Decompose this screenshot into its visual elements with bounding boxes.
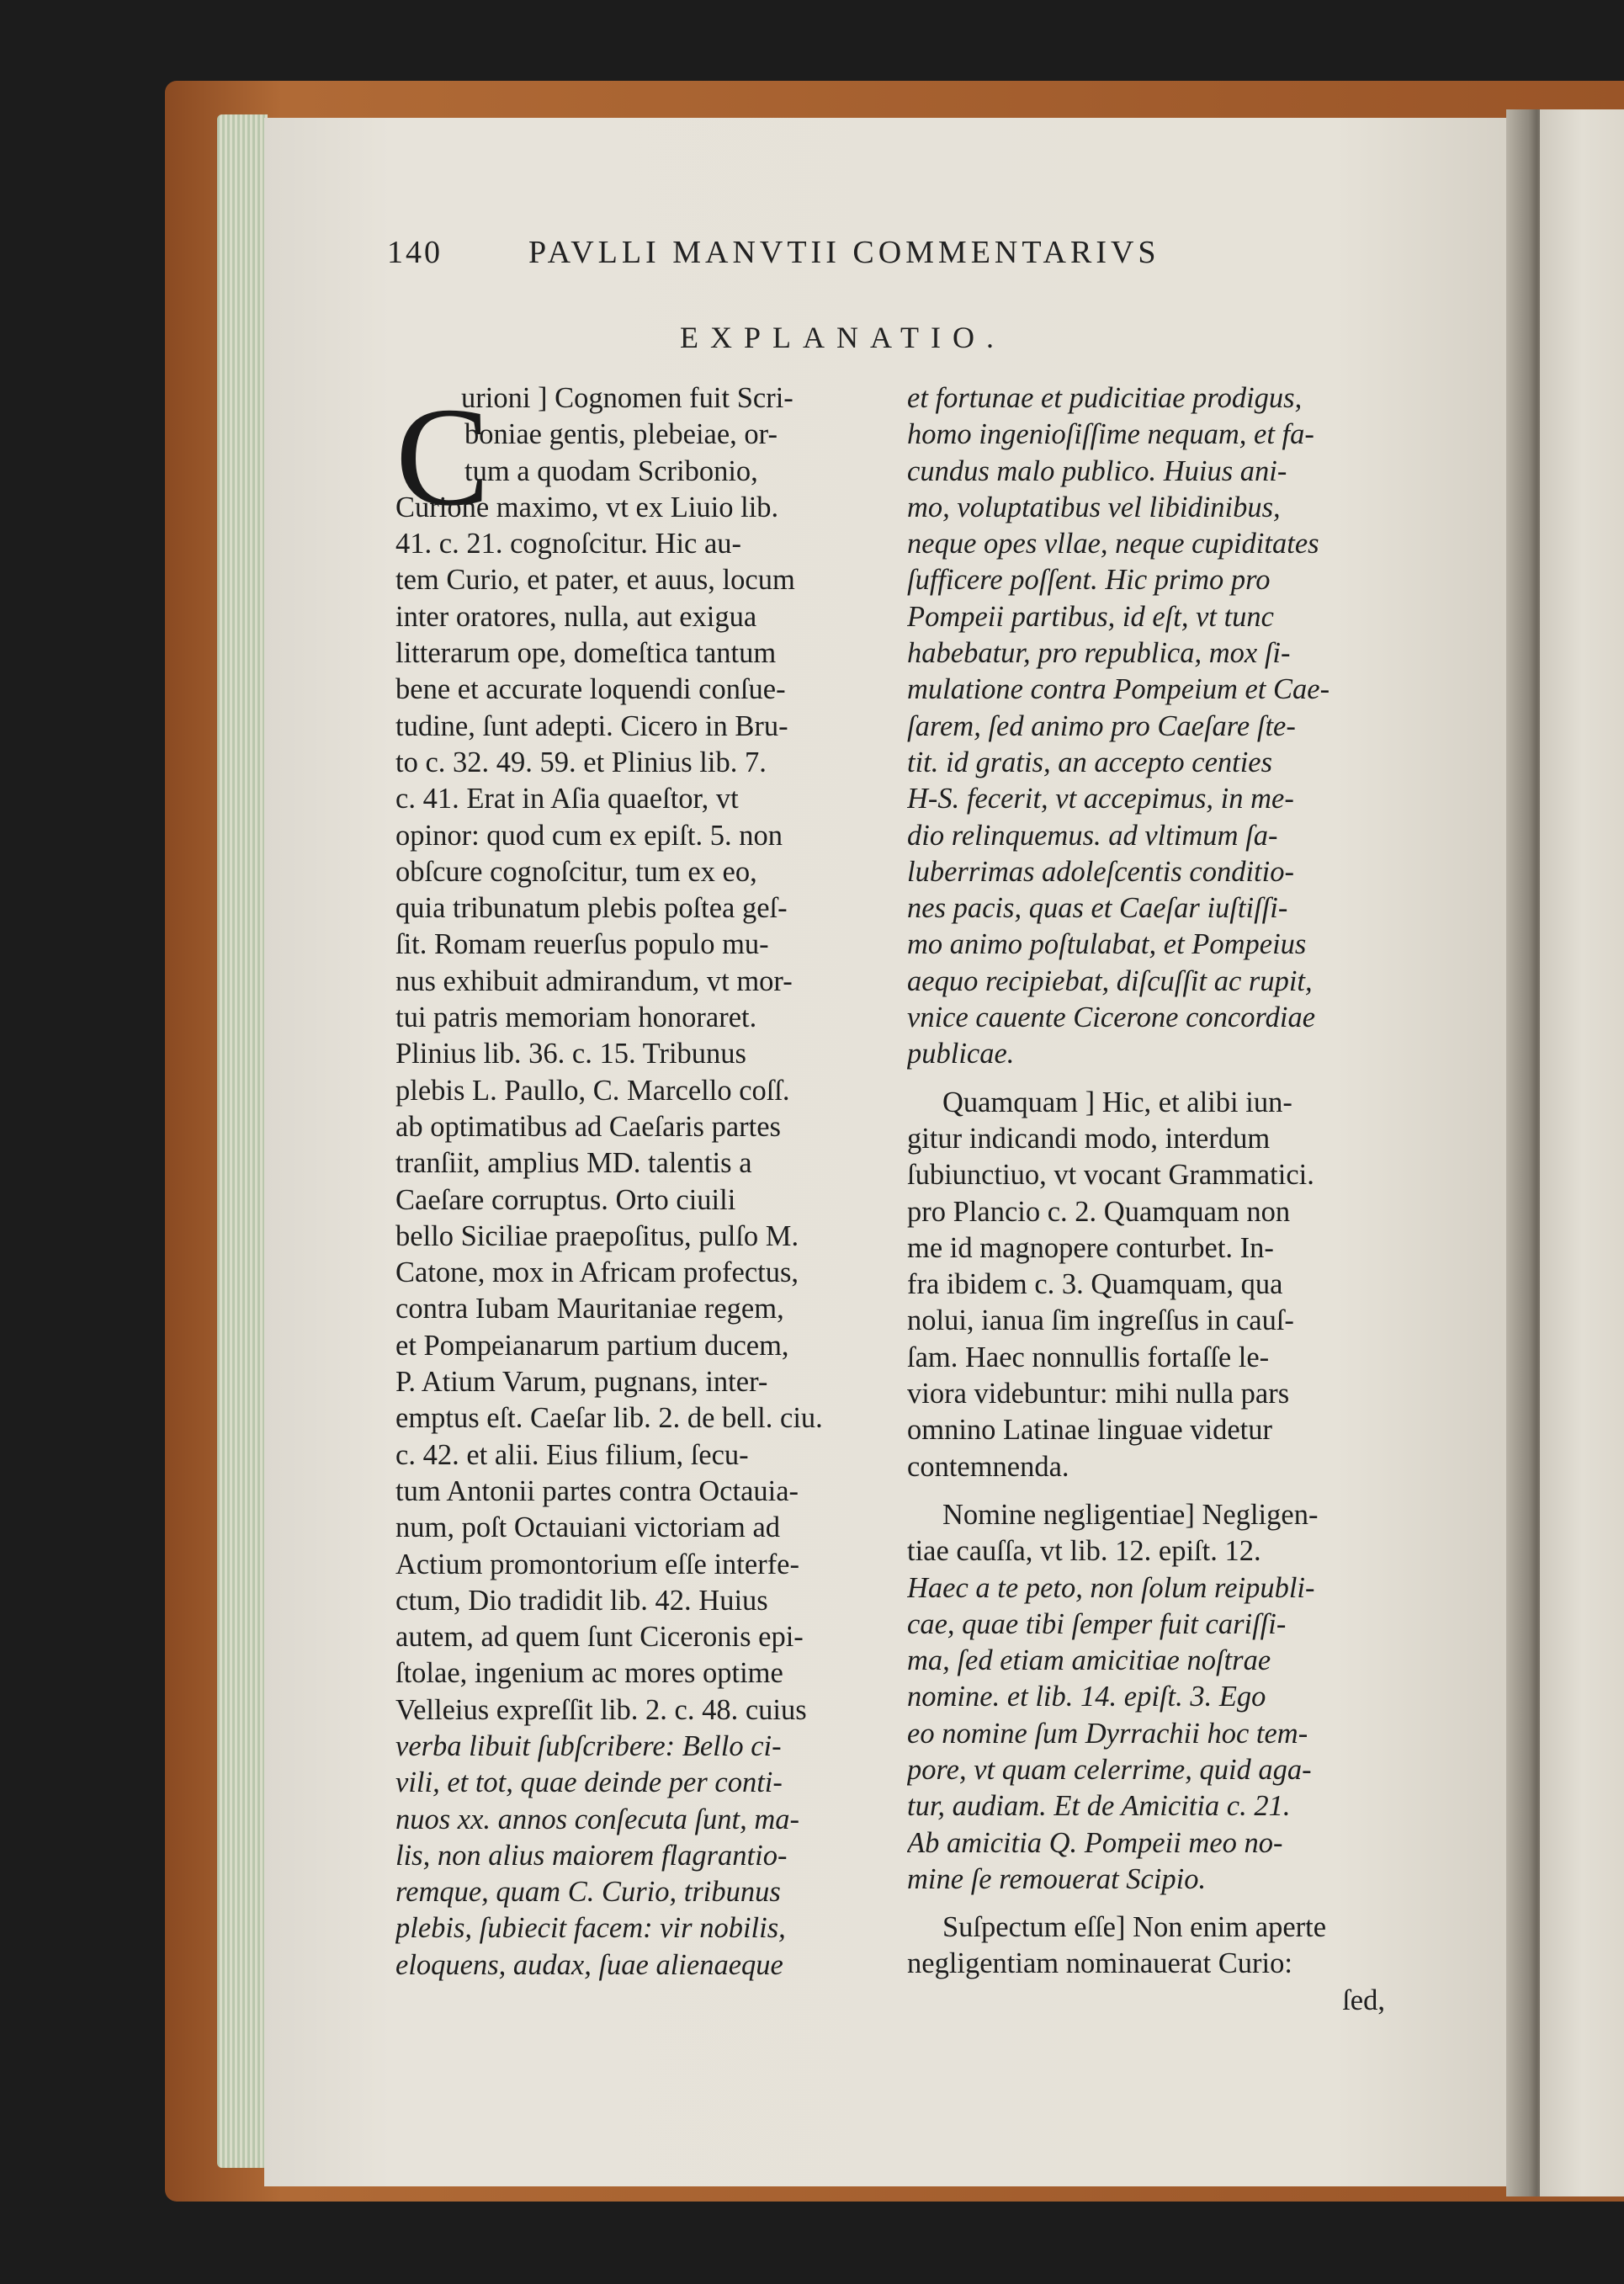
text-line: tum Antonii partes contra Octauia- <box>395 1474 799 1507</box>
text-line: et fortunae et pudicitiae prodigus, <box>907 382 1303 414</box>
text-line: nuos xx. annos conſecuta ſunt, ma- <box>395 1803 800 1835</box>
catchword: ſed, <box>1342 1984 1385 2016</box>
text-line: tui patris memoriam honoraret. <box>395 1001 757 1034</box>
text-line: Haec a te peto, non ſolum reipubli- <box>907 1571 1315 1604</box>
text-line: H-S. fecerit, vt accepimus, in me- <box>907 783 1294 815</box>
text-line: gitur indicandi modo, interdum <box>907 1122 1271 1155</box>
text-line: ctum, Dio tradidit lib. 42. Huius <box>395 1584 768 1617</box>
text-line: tudine, ſunt adepti. Cicero in Bru- <box>395 709 788 742</box>
text-line: nes pacis, quas et Caeſar iuſtiſſi- <box>907 892 1288 925</box>
text-line: 41. c. 21. cognoſcitur. Hic au- <box>395 528 742 560</box>
text-line: mulatione contra Pompeium et Cae- <box>907 673 1330 706</box>
text-line: neque opes vllae, neque cupiditates <box>907 528 1319 560</box>
text-line: mo animo poſtulabat, et Pompeius <box>907 928 1307 961</box>
text-line: vili, et tot, quae deinde per conti- <box>395 1766 783 1799</box>
page-edges <box>217 114 268 2168</box>
section-title: EXPLANATIO. <box>680 321 1006 354</box>
text-line: nolui, ianua ſim ingreſſus in cauſ- <box>907 1304 1294 1337</box>
text-line: ſufficere poſſent. Hic primo pro <box>907 564 1271 597</box>
right-column <box>907 380 1385 2019</box>
left-column <box>395 380 875 1984</box>
text-line: ſtolae, ingenium ac mores optime <box>395 1657 783 1690</box>
text-line: nus exhibuit admirandum, vt mor- <box>395 964 793 997</box>
text-line: contra Iubam Mauritaniae regem, <box>395 1293 784 1325</box>
text-line: quia tribunatum plebis poſtea geſ- <box>395 892 788 925</box>
text-line: pro Plancio c. 2. Quamquam non <box>907 1195 1291 1228</box>
text-line: cae, quae tibi ſemper fuit cariſſi- <box>907 1607 1287 1640</box>
text-line: plebis L. Paullo, C. Marcello coſſ. <box>395 1074 790 1107</box>
text-line: Pompeii partibus, id eſt, vt tunc <box>907 600 1274 633</box>
text-line: to c. 32. 49. 59. et Plinius lib. 7. <box>395 746 767 778</box>
drop-cap: C <box>395 379 491 535</box>
page-header <box>387 234 1245 284</box>
text-line: Plinius lib. 36. c. 15. Tribunus <box>395 1038 746 1070</box>
text-line: obſcure cognoſcitur, tum ex eo, <box>395 855 757 888</box>
text-line: tranſiit, amplius MD. talentis a <box>395 1147 752 1180</box>
text-line: verba libuit ſubſcribere: Bello ci- <box>395 1729 782 1762</box>
text-line: eloquens, audax, ſuae alienaeque <box>395 1948 783 1981</box>
text-line: contemnenda. <box>907 1450 1069 1483</box>
paragraph-gap <box>907 1485 1385 1497</box>
text-line: ab optimatibus ad Caeſaris partes <box>395 1110 781 1143</box>
text-line: negligentiam nominauerat Curio: <box>907 1947 1292 1980</box>
text-line: mo, voluptatibus vel libidinibus, <box>907 491 1281 523</box>
text-line: fra ibidem c. 3. Quamquam, qua <box>907 1268 1283 1301</box>
text-line: eo nomine ſum Dyrrachii hoc tem- <box>907 1717 1308 1750</box>
text-line: aequo recipiebat, diſcuſſit ac rupit, <box>907 964 1313 997</box>
text-line: Catone, mox in Africam profectus, <box>395 1256 799 1289</box>
text-line: Caeſare corruptus. Orto ciuili <box>395 1183 736 1216</box>
text-line: pore, vt quam celerrime, quid aga- <box>907 1753 1312 1786</box>
text-line: ma, ſed etiam amicitiae noſtrae <box>907 1644 1271 1677</box>
text-line: plebis, ſubiecit facem: vir nobilis, <box>395 1912 786 1945</box>
text-line: Curione maximo, vt ex Liuio lib. <box>395 491 779 523</box>
text-line: tiae cauſſa, vt lib. 12. epiſt. 12. <box>907 1535 1261 1568</box>
text-line: luberrimas adoleſcentis conditio- <box>907 855 1294 888</box>
text-line: tum a quodam Scribonio, <box>464 454 758 487</box>
text-line: Quamquam ] Hic, et alibi iun- <box>942 1086 1292 1118</box>
text-line: inter oratores, nulla, aut exigua <box>395 600 757 633</box>
text-line: tem Curio, et pater, et auus, locum <box>395 564 795 597</box>
text-line: cundus malo publico. Huius ani- <box>907 454 1287 487</box>
facing-page-edge <box>1540 109 1624 2196</box>
text-line: lis, non alius maiorem flagrantio- <box>395 1839 788 1872</box>
text-line: emptus eſt. Caeſar lib. 2. de bell. ciu. <box>395 1402 823 1435</box>
text-line: c. 42. et alii. Eius filium, ſecu- <box>395 1438 749 1471</box>
text-line: urioni ] Cognomen fuit Scri- <box>461 382 793 414</box>
text-line: homo ingenioſiſſime nequam, et fa- <box>907 418 1314 451</box>
text-line: P. Atium Varum, pugnans, inter- <box>395 1366 768 1399</box>
text-line: dio relinquemus. ad vltimum ſa- <box>907 819 1278 852</box>
text-line: me id magnopere conturbet. In- <box>907 1231 1274 1264</box>
text-line: tur, audiam. Et de Amicitia c. 21. <box>907 1790 1291 1823</box>
text-line: publicae. <box>907 1038 1015 1070</box>
text-line: ſubiunctiuo, vt vocant Grammatici. <box>907 1159 1314 1192</box>
text-line: bene et accurate loquendi conſue- <box>395 673 786 706</box>
text-line: ſarem, ſed animo pro Caeſare ſte- <box>907 709 1296 742</box>
text-line: opinor: quod cum ex epiſt. 5. non <box>395 819 783 852</box>
text-line: Actium promontorium eſſe interfe- <box>395 1548 799 1580</box>
text-line: nomine. et lib. 14. epiſt. 3. Ego <box>907 1681 1266 1713</box>
text-line: ſit. Romam reuerſus populo mu- <box>395 928 769 961</box>
text-line: viora videbuntur: mihi nulla pars <box>907 1378 1290 1410</box>
text-line: ſam. Haec nonnullis fortaſſe le- <box>907 1341 1270 1373</box>
text-line: Ab amicitia Q. Pompeii meo no- <box>907 1826 1283 1859</box>
text-line: Nomine negligentiae] Negligen- <box>942 1498 1319 1531</box>
text-line: autem, ad quem ſunt Ciceronis epi- <box>395 1621 804 1654</box>
text-line: bello Siciliae praepoſitus, pulſo M. <box>395 1219 799 1252</box>
text-line: mine ſe remouerat Scipio. <box>907 1862 1207 1895</box>
running-title: PAVLLI MANVTII COMMENTARIVS <box>528 235 1160 270</box>
text-line: Velleius expreſſit lib. 2. c. 48. cuius <box>395 1693 807 1726</box>
text-line: boniae gentis, plebeiae, or- <box>464 418 778 451</box>
text-line: c. 41. Erat in Aſia quaeſtor, vt <box>395 783 739 815</box>
text-line: litterarum ope, domeſtica tantum <box>395 637 777 670</box>
text-line: tit. id gratis, an accepto centies <box>907 746 1273 778</box>
text-line: habebatur, pro republica, mox ſi- <box>907 637 1291 670</box>
text-line: remque, quam C. Curio, tribunus <box>395 1876 781 1909</box>
paragraph-gap <box>907 1898 1385 1910</box>
text-line: vnice cauente Cicerone concordiae <box>907 1001 1316 1034</box>
text-line: omnino Latinae linguae videtur <box>907 1414 1272 1447</box>
page-number: 140 <box>387 235 443 270</box>
text-line: num, poſt Octauiani victoriam ad <box>395 1511 781 1544</box>
text-line: et Pompeianarum partium ducem, <box>395 1329 789 1362</box>
paragraph-gap <box>907 1073 1385 1085</box>
text-line: Suſpectum eſſe] Non enim aperte <box>942 1911 1327 1944</box>
